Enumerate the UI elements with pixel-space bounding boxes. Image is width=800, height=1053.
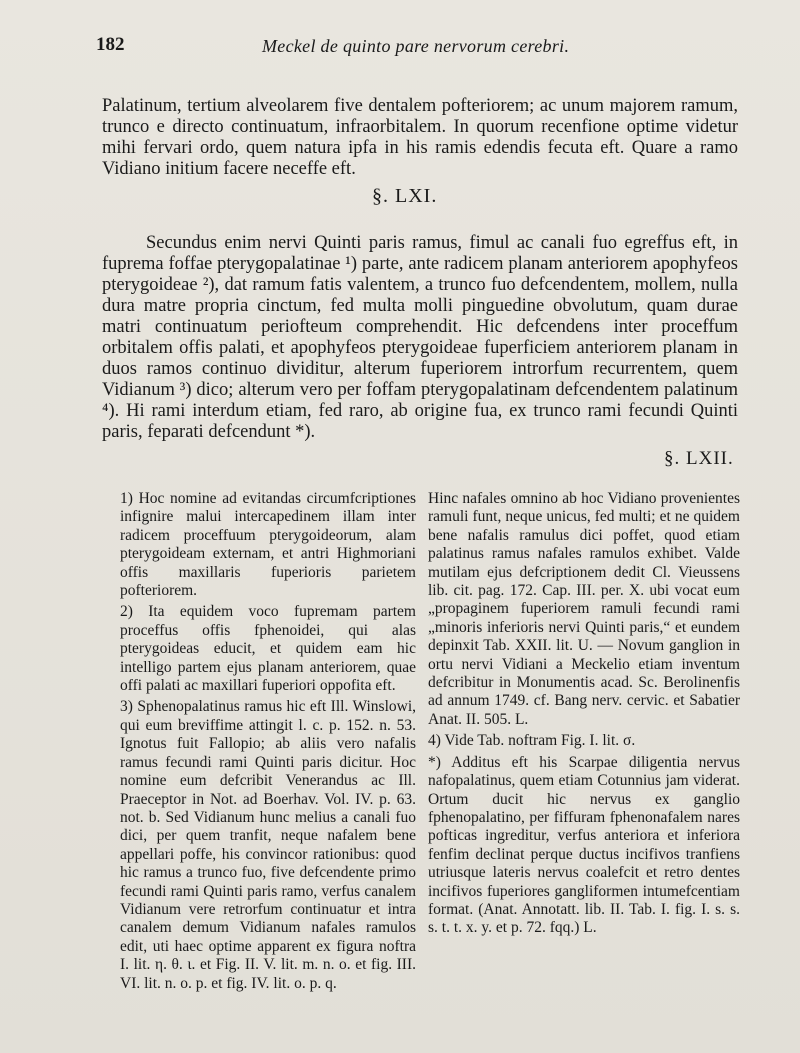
paragraph-2: Secundus enim nervi Quinti paris ramus, fimul ac canali fuo egreffus eft, in fuprema foffae pterygopalatinae ¹) parte, ante radicem planam anteriorem apophyfeos pterygoideae ²), dat ramum fatis valentem, a trunco fuo defcendentem, mollem, nulla dura matre propria cinctum, fed multa molli pinguedine obvolutum, quam durae matri continuatum periofteum comprehendit. Hic defcendens inter proceffum orbitalem offis palati, et apophyfeos pterygoideae fuperficiem anteriorem planam in duos ramos continuo dividitur, alterum fuperiorem introrfum recurrentem, quem Vidianum ³) dico; alterum vero per foffam pterygopalatinam defcendentem palatinum ⁴). Hi rami interdum etiam, fed raro, ab origine fua, ex trunco rami fecundi Quinti paris, feparati defcendunt *). bbox=[102, 232, 738, 442]
paragraph-1: Palatinum, tertium alveolarem five dentalem pofteriorem; ac unum majorem ramum, trunco e directo continuatum, infraorbitalem. In quorum recenfione optime videtur mihi fervari ordo, quem natura ipfa in his ramis edendis fecuta eft. Quare a ramo Vidiano initium facere neceffe eft. bbox=[102, 95, 738, 179]
footnote-1: 1) Hoc nomine ad evitandas circumfcriptiones infignire malui intercapedinem illam inter radicem proceffuum pterygoideorum, alam pterygoideam externam, et antri Highmoriani offis maxillaris fuperioris parietem pofteriorem. bbox=[120, 490, 416, 600]
footnote-asterisk: *) Additus eft his Scarpae diligentia nervus nafopalatinus, quem etiam Cotunnius jam viderat. Ortum ducit hic nervus ex ganglio fphenopalatino, per fiffuram fphenonafalem nares pofticas ingreditur, verfus anteriora et inferiora fenfim declinat perque ductus incifivos tranfiens utriusque lateris nervus coalefcit et retro dentes incifivos fuperiores gangliformen intumefcentiam format. (Anat. Annotatt. lib. II. Tab. I. fig. I. s. s. s. t. t. x. y. et p. 72. fqq.) L. bbox=[428, 753, 740, 937]
footnote-3: 3) Sphenopalatinus ramus hic eft Ill. Winslowi, qui eum breviffime attingit l. c. p. 152. n. 53. Ignotus fuit Fallopio; ab aliis vero nafalis ramus fecundi rami Quinti paris dicitur. Hoc nomine eum defcribit Venerandus ac Ill. Praeceptor in Not. ad Boerhav. Vol. IV. p. 63. not. b. Sed Vidianum hunc melius a canali fuo dici, per quem tranfit, neque nafalem bene appellari poffe, his convincor rationibus: quod hic ramus a trunco fuo, five defcendente primo fecundi rami Quinti paris ramo, verfus canalem Vidianum vere retrorfum continuatur et intra canalem demum Vidianum nafales ramulos edit, uti haec optime apparent ex figura noftra I. lit. η. θ. ι. et Fig. II. V. lit. m. n. o. et fig. III. VI. lit. n. o. p. et fig. IV. lit. o. p. q. bbox=[120, 698, 416, 992]
footnotes-left-column bbox=[120, 490, 416, 996]
page-header bbox=[96, 34, 738, 64]
page-number: 182 bbox=[96, 34, 125, 55]
footnote-2: 2) Ita equidem voco fupremam partem proceffus offis fphenoidei, qui alas pterygoideas educit, et quidem eam hic intelligo partem ejus planam anteriorem, quae offi palati ac maxillari fuperiori oppofita eft. bbox=[120, 603, 416, 695]
footnote-4: 4) Vide Tab. noftram Fig. I. lit. σ. bbox=[428, 732, 636, 750]
section-heading-lxii: §. LXII. bbox=[664, 448, 734, 469]
footnote-3-continued: Hinc nafales omnino ab hoc Vidiano provenientes ramuli funt, neque unicus, fed multi; et ne quidem bene nafalis ramulus dici poffet, quod etiam palatinus ramus nafales ramulos exhibet. Valde mutilam ejus defcriptionem dedit Cl. Vieussens lib. cit. pag. 172. Cap. III. per. X. ubi vocat eum „propaginem fuperiorem ramuli fecundi rami „minoris inferioris nervi Quinti paris,“ et eundem depinxit Tab. XXII. lit. U. — Novum ganglion in ortu nervi Vidiani a Meckelio etiam inventum defcribitur in Monumentis acad. Sc. Berolinenfis ad annum 1749. cf. Bang nerv. cervic. et Sabatier Anat. II. 505. L. bbox=[428, 490, 740, 728]
section-heading-lxi: §. LXI. bbox=[372, 185, 438, 207]
running-title: Meckel de quinto pare nervorum cerebri. bbox=[262, 36, 570, 56]
footnotes-right-column bbox=[428, 490, 740, 941]
